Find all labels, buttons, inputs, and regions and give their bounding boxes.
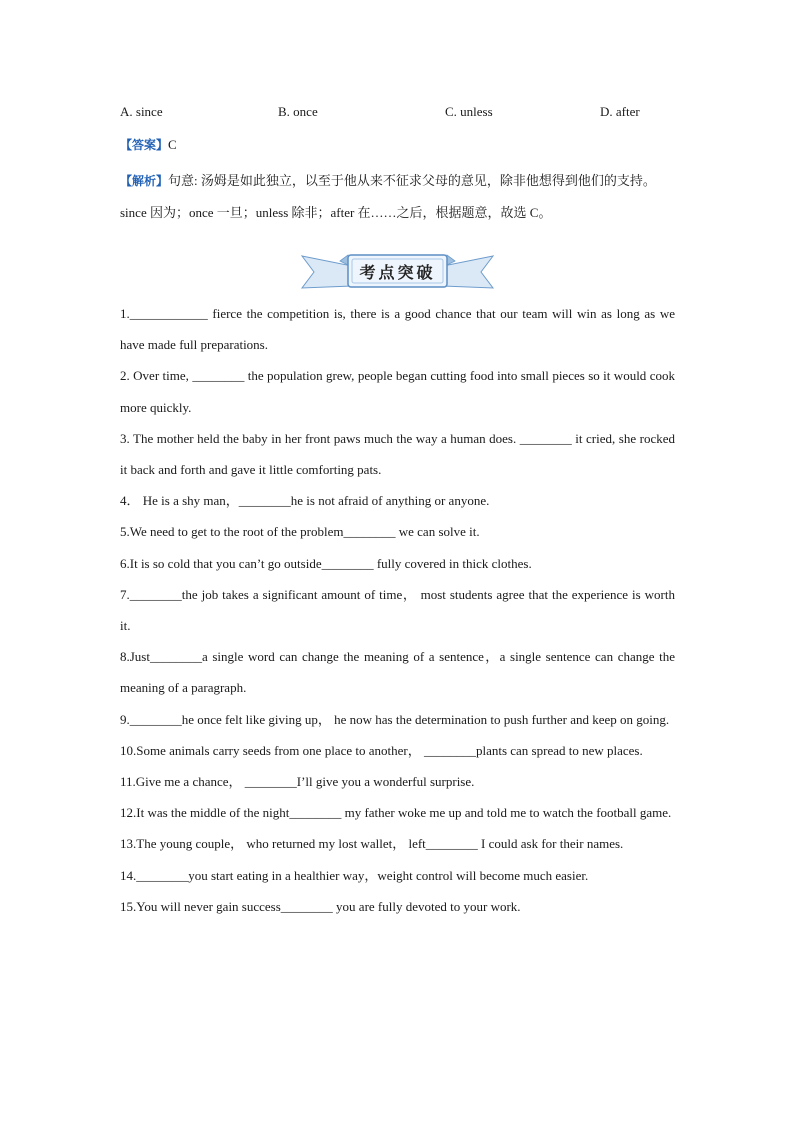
- answer-value: C: [168, 137, 177, 152]
- question-7: 7.________the job takes a significant amount of time， most students agree that the experience is worth it.: [120, 586, 675, 634]
- question-6: 6.It is so cold that you can’t go outside________ fully covered in thick clothes.: [120, 555, 532, 571]
- analysis-text: 句意: 汤姆是如此独立，以至于他从来不征求父母的意见，除非他想得到他们的支持。since 因为；once 一旦；unless 除非；after 在……之后，根据题意，故选 C。: [120, 173, 656, 220]
- option-c: C. unless: [445, 104, 493, 119]
- question-2: 2. Over time, ________ the population grew, people began cutting food into small pieces so it would cook more quickly.: [120, 368, 675, 415]
- option-b: B. once: [278, 104, 318, 119]
- banner-title: 考点突破: [359, 263, 436, 282]
- answer-line: [120, 136, 177, 153]
- option-a: A. since: [120, 104, 163, 119]
- section-banner: [300, 252, 495, 292]
- option-d: D. after: [600, 104, 640, 119]
- analysis-tag: 【解析】: [120, 174, 169, 188]
- question-1: 1.____________ fierce the competition is, there is a good chance that our team will win as long as we have made full preparations.: [120, 306, 675, 353]
- question-15: 15.You will never gain success________ you are fully devoted to your work.: [120, 898, 521, 914]
- analysis-paragraph: [120, 165, 675, 229]
- question-10: 10.Some animals carry seeds from one place to another， ________plants can spread to new places.: [120, 742, 643, 758]
- question-12: 12.It was the middle of the night________ my father woke me up and told me to watch the football game.: [120, 805, 672, 821]
- question-13: 13.The young couple， who returned my lost wallet， left________ I could ask for their names.: [120, 836, 624, 852]
- question-11: 11.Give me a chance， ________I’ll give you a wonderful surprise.: [120, 774, 475, 790]
- question-8: 8.Just________a single word can change the meaning of a sentence，a single sentence can change the meaning of a paragraph.: [120, 649, 675, 696]
- question-list: [120, 298, 675, 922]
- answer-tag: 【答案】: [120, 138, 169, 152]
- answer-options: [120, 104, 680, 122]
- question-3: 3. The mother held the baby in her front paws much the way a human does. ________ it cried, she rocked it back and forth and gave it little comforting pats.: [120, 430, 675, 478]
- question-14: 14.________you start eating in a healthier way，weight control will become much easier.: [120, 867, 589, 883]
- question-5: 5.We need to get to the root of the problem________ we can solve it.: [120, 524, 480, 540]
- question-4: 4． He is a shy man，________he is not afraid of anything or anyone.: [120, 493, 490, 509]
- question-9: 9.________he once felt like giving up， he now has the determination to push further and keep on going.: [120, 711, 670, 727]
